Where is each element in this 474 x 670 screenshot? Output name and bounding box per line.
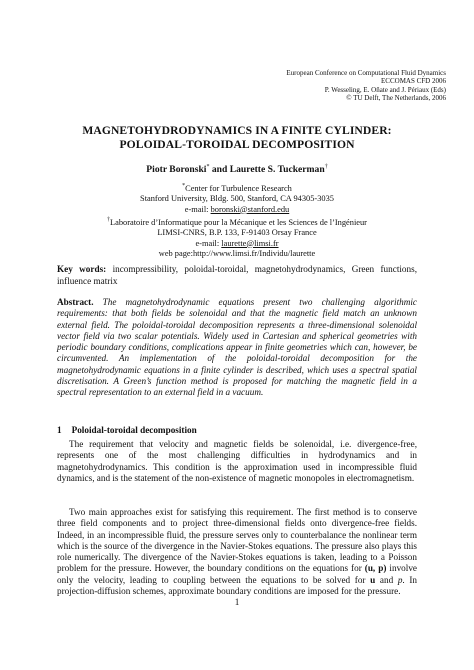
author-mark: * bbox=[206, 164, 210, 170]
title-line-1: MAGNETOHYDRODYNAMICS IN A FINITE CYLINDER: bbox=[82, 124, 392, 137]
section-heading bbox=[57, 425, 197, 435]
math-expression: p bbox=[397, 574, 403, 585]
affiliation-line: Laboratoire d’Informatique pour la Mécanique et les Sciences de l’Ingénieur bbox=[110, 217, 367, 227]
abstract-text: The magnetohydrodynamic equations present two challenging algorithmic requirements: that both fields be solenoidal and that the magnetic field match an unknown external field. The poloidal-toroidal decomposition represents a three-dimensional solenoidal vector field via two scalar potentials. Widely used in Cartesian and spherical geometries with periodic boundary conditions, complications appear in finite geometries which can, however, be circumvented. An implementation of the poloidal-toroidal decomposition for the magnetohydrodynamic equations in a finite cylinder is described, which uses a spectral spatial discretisation. A Green’s function method is proposed for matching the magnetic field in a spectral representation to an external field in a vacuum. bbox=[57, 297, 417, 398]
title-line-2: POLOIDAL-TOROIDAL DECOMPOSITION bbox=[119, 138, 355, 151]
section-title: Poloidal-toroidal decomposition bbox=[71, 425, 197, 435]
conference-header bbox=[226, 69, 446, 103]
email-link[interactable]: boronski@stanford.edu bbox=[210, 204, 290, 214]
email-label: e-mail: bbox=[195, 238, 222, 248]
keywords bbox=[57, 264, 417, 287]
paragraph-text: and bbox=[375, 574, 398, 585]
paragraph-text: . In projection-diffusion schemes, approximate boundary conditions are imposed for the pressure. bbox=[57, 574, 417, 597]
body-paragraph bbox=[57, 507, 417, 597]
web-page: web page:http://www.limsi.fr/Individu/laurette bbox=[158, 249, 316, 259]
affiliation-mark: † bbox=[107, 217, 111, 224]
affiliation-line: Stanford University, Bldg. 500, Stanford, CA 94305-3035 bbox=[140, 194, 334, 204]
affiliation-line: LIMSI-CNRS, B.P. 133, F-91403 Orsay France bbox=[157, 228, 317, 238]
affiliations bbox=[40, 181, 434, 259]
body-paragraph: The requirement that velocity and magnetic fields be solenoidal, i.e. divergence-free, represents one of the most challenging difficulties in hydrodynamics and in magnetohydrodynamics. This condition is the approximation used in incompressible fluid dynamics, and is the statement of the non-existence of magnetic monopoles in electromagnetism. bbox=[57, 439, 417, 483]
math-expression: u bbox=[370, 574, 376, 585]
page-number: 1 bbox=[234, 597, 240, 607]
keywords-label: Key words: bbox=[57, 264, 107, 274]
paper-title bbox=[40, 124, 434, 152]
conference-name: European Conference on Computational Fluid Dynamics bbox=[286, 69, 446, 77]
section-number: 1 bbox=[57, 425, 62, 435]
affiliation-line: Center for Turbulence Research bbox=[185, 183, 292, 193]
author-connector: and bbox=[209, 164, 230, 176]
email-link[interactable]: laurette@limsi.fr bbox=[221, 238, 279, 248]
affiliation-mark: * bbox=[182, 183, 186, 189]
paragraph-text: Two main approaches exist for satisfying this requirement. The first method is to conserve three field components and to project three-dimensional fields onto divergence-free fields. Indeed, in an incompressible fluid, the pressure serves only to counterbalance the nonlinear term which is the source of the divergence in the Navier-Stokes equations. The pressure also plays this role numerically. The divergence of the Navier-Stokes equations is taken, leading to a Poisson problem for the pressure. However, the boundary conditions on the equations for bbox=[57, 507, 417, 574]
abstract-label: Abstract. bbox=[57, 297, 94, 307]
author-name: Laurette S. Tuckerman bbox=[229, 164, 325, 176]
author-list bbox=[40, 164, 434, 175]
author-name: Piotr Boronski bbox=[146, 164, 207, 176]
keywords-text: incompressibility, poloidal-toroidal, magnetohydrodynamics, Green functions, influence matrix bbox=[57, 264, 417, 286]
author-mark: † bbox=[324, 164, 328, 170]
email-label: e-mail: bbox=[184, 204, 211, 214]
paragraph-text: involve only the velocity, leading to coupling between the equations to be solved for bbox=[57, 563, 417, 585]
conference-acronym: ECCOMAS CFD 2006 bbox=[381, 77, 446, 86]
conference-editors: P. Wesseling, E. Oñate and J. Périaux (Eds) bbox=[324, 85, 446, 94]
abstract bbox=[57, 297, 417, 399]
math-expression: (u, p) bbox=[364, 563, 387, 574]
conference-copyright: © TU Delft, The Netherlands, 2006 bbox=[346, 94, 446, 103]
